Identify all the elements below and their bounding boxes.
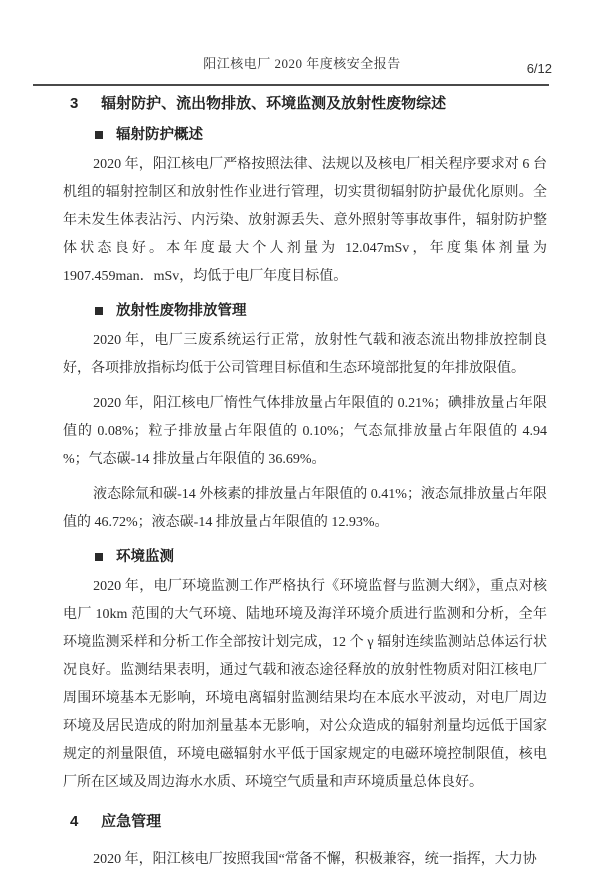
page-number: 6/12 [526,61,552,76]
square-bullet-icon [95,553,103,561]
section-3-number: 3 [70,95,79,112]
page-header [0,0,604,85]
section-4-title: 应急管理 [101,813,162,830]
section-4-heading [63,811,547,833]
section-3-title: 辐射防护、流出物排放、环境监测及放射性废物综述 [101,95,447,112]
paragraph: 2020 年，阳江核电厂惰性气体排放量占年限值的 0.21%；碘排放量占年限值的 0.08%；粒子排放量占年限值的 0.10%；气态氚排放量占年限值的 4.94 %；气态碳-14 排放量占年限值的 36.69%。 [63,396,547,467]
subsection-heading-radiation-protection-overview [95,124,547,146]
square-bullet-icon [95,307,103,315]
paragraph: 2020 年，阳江核电厂严格按照法律、法规以及核电厂相关程序要求对 6 台机组的辐射控制区和放射性作业进行管理，切实贯彻辐射防护最优化原则。全年未发生体表沾污、内污染、放射源丢失、意外照射等事故事件，辐射防护整体状态良好。本年度最大个人剂量为 12.047mSv，年度集体剂量为 1907.459man．mSv，均低于电厂年度目标值。 [63,157,547,284]
report-title: 阳江核电厂 2020 年度核安全报告 [203,56,401,71]
subsection-heading-radioactive-waste-discharge-management [95,300,547,322]
subsection-title: 放射性废物排放管理 [116,303,247,319]
paragraph: 2020 年，电厂环境监测工作严格执行《环境监督与监测大纲》，重点对核电厂 10km 范围的大气环境、陆地环境及海洋环境介质进行监测和分析，全年环境监测采样和分析工作全部按计划完成，12 个 γ 辐射连续监测站总体运行状况良好。监测结果表明，通过气载和液态途径释放的放射性物质对阳江核电厂周围环境基本无影响，环境电离辐射监测结果均在本底水平波动，对电厂周边环境及居民造成的附加剂量基本无影响，对公众造成的辐射剂量均远低于国家规定的剂量限值，环境电磁辐射水平低于国家规定的电磁环境控制限值，核电厂所在区域及周边海水水质、环境空气质量和声环境质量总体良好。 [63,579,547,790]
subsection-title: 辐射防护概述 [116,127,203,143]
subsection-heading-environmental-monitoring [95,546,547,568]
subsection-title: 环境监测 [116,549,174,565]
report-body [0,93,604,874]
paragraph: 2020 年，阳江核电厂按照我国“常备不懈，积极兼容，统一指挥，大力协 [93,852,537,867]
section-3-heading [63,93,547,115]
paragraph: 液态除氚和碳-14 外核素的排放量占年限值的 0.41%；液态氚排放量占年限值的 46.72%；液态碳-14 排放量占年限值的 12.93%。 [63,487,547,530]
square-bullet-icon [95,131,103,139]
section-4-number: 4 [70,813,79,830]
paragraph: 2020 年，电厂三废系统运行正常，放射性气载和液态流出物排放控制良好，各项排放指标均低于公司管理目标值和生态环境部批复的年排放限值。 [63,333,547,376]
header-rule [33,84,549,86]
